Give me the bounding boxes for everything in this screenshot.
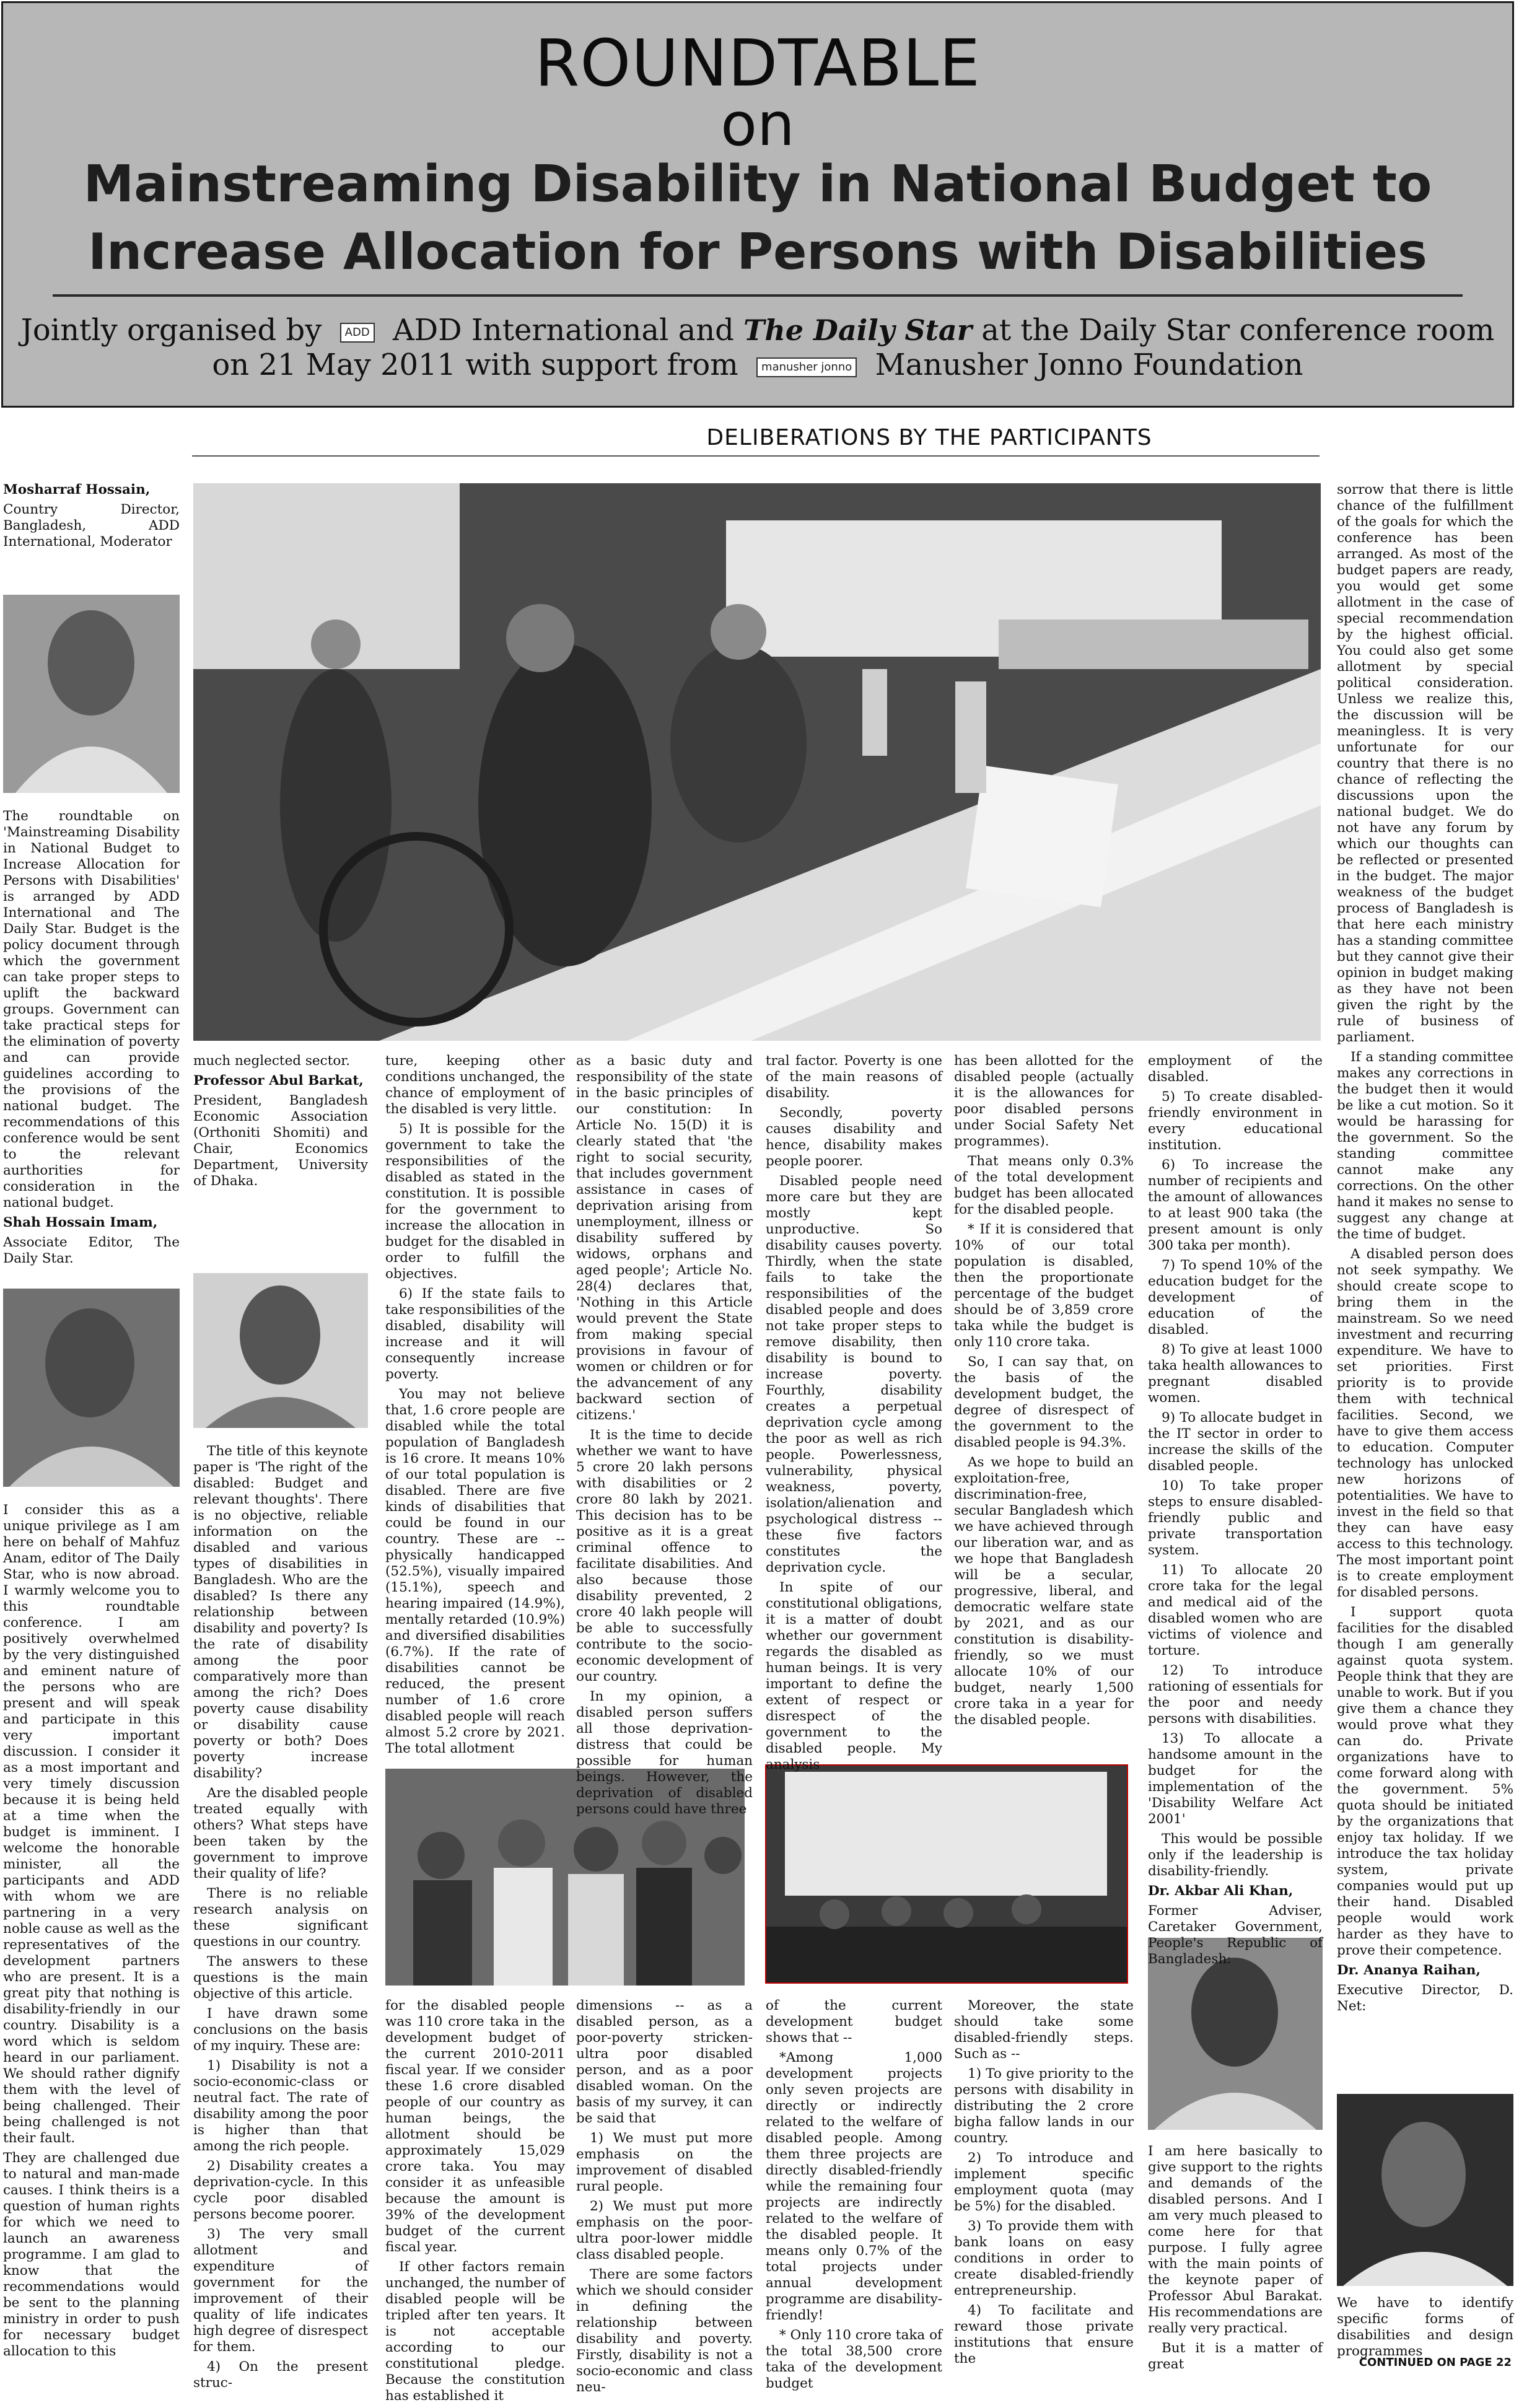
paragraph: It is the time to decide whether we want to have 5 crore 20 lakh persons with disabilities or 2 crore 80 lakh by 2021. This decision has to be positive as it is a great criminal offence to facilitate disabilities. And also because those disability prevented, 2 crore 40 lakh people will be able to successfully contribute to the socio-economic development of our country. [576,1427,753,1684]
paragraph: 11) To allocate 20 crore taka for the legal and medical aid of the disabled women who are victims of violence and torture. [1148,1562,1323,1658]
portrait-graphic [1337,2094,1513,2286]
column-8-bottom [1337,2295,1513,2363]
speaker-name: Dr. Akbar Ali Khan, [1148,1883,1294,1899]
column-8 [1337,482,1513,2021]
shah-hossain-imam-photo [3,1289,180,1487]
speaker-role: Country Director, Bangladesh, ADD International, Moderator [3,502,180,549]
column-7-top [1148,1053,1323,1974]
paragraph: Moreover, the state should take some disabled-friendly steps. Such as -- [954,1998,1134,2062]
panel-stage-photo [765,1764,1128,1984]
paragraph: 8) To give at least 1000 taka health allowances to pregnant disabled women. [1148,1342,1323,1406]
paragraph: Are the disabled people treated equally with others? What steps have been taken by the government to improve their quality of life? [193,1785,368,1881]
date-text: on 21 May 2011 with support from [212,348,738,382]
panel-scene-graphic [766,1766,1127,1982]
paragraph: Disabled people need more care but they are mostly kept unproductive. So disability causes poverty. Thirdly, when the state fails to take the responsibilities of the disabled people and does not take proper steps to remove disability, then disability is bound to increase poverty. Fourthly, disability creates a perpetual deprivation cycle among the poor as well as rich people. Powerlessness, vulnerability, physical weakness, poverty, isolation/alienation and psychological distress -- these five factors constitutes the deprivation cycle. [766,1173,942,1575]
column-1-body [3,808,180,1273]
column-5-bottom [766,1998,942,2396]
paragraph: In my opinion, a disabled person suffers all those deprivation-distress that could be possible for human beings. However, the deprivation of disabled persons could have three [576,1689,753,1817]
speaker-name: Shah Hossain Imam, [3,1215,158,1230]
paragraph: employment of the disabled. [1148,1053,1323,1085]
paragraph: much neglected sector. [193,1053,351,1069]
paragraph: * If it is considered that 10% of our total population is disabled, then the proportionate percentage of the budget should be of 3,859 crore taka while the budget is only 110 crore taka. [954,1222,1134,1350]
paragraph: 9) To allocate budget in the IT sector in order to increase the skills of the disabled people. [1148,1410,1323,1474]
paragraph: of the current development budget shows that -- [766,1998,942,2046]
paragraph: You may not believe that, 1.6 crore people are disabled while the total population of Bangladesh is 16 crore. It means 10% of our total population is disabled. There are five kinds of disabilities that could be found in our country. These are -- physically handicapped (52.5%), visually impaired (15.1%), speech and hearing impaired (14.9%), mentally retarded (10.9%) and diversified disabilities (6.7%). If the rate of disabilities cannot be reduced, the present number of 1.6 crore disabled people will reach almost 5.2 crore by 2021. The total allotment [385,1386,565,1756]
paragraph: That means only 0.3% of the total development budget has been allocated for the disabled people. [954,1154,1134,1217]
column-1 [3,482,180,556]
paragraph: 7) To spend 10% of the education budget for the development of education of the disabled. [1148,1258,1323,1338]
main-roundtable-photo [193,483,1321,1041]
speaker-role: Executive Director, D. Net: [1337,1982,1513,2014]
abul-barkat-photo [193,1273,368,1428]
column-5-top [766,1053,942,1777]
banner-title-roundtable: ROUNDTABLE [535,25,981,101]
continued-on-page-link[interactable]: CONTINUED ON PAGE 22 [1359,2356,1512,2369]
speaker-role: Former Adviser, Caretaker Government, People's Republic of Bangladesh: [1148,1903,1323,1967]
section-heading-rule [192,455,1320,457]
paragraph: 2) To introduce and implement specific employment quota (may be 5%) for the disabled. [954,2150,1134,2214]
section-heading: DELIBERATIONS BY THE PARTICIPANTS [706,425,1152,450]
paragraph: 12) To introduce rationing of essentials for the poor and needy persons with disabilities. [1148,1663,1323,1727]
paragraph: tral factor. Poverty is one of the main reasons of disability. [766,1053,942,1101]
column-6-bottom [954,1998,1134,2371]
portrait-graphic [193,1273,368,1428]
banner-title-line2: Increase Allocation for Persons with Disabilities [88,223,1427,281]
paragraph: 1) To give priority to the persons with disability in distributing the 2 crore bigha fallow lands in our country. [954,2066,1134,2146]
paragraph: * Only 110 crore taka of the total 38,500 crore taka of the development budget [766,2327,942,2391]
paragraph: I consider this as a unique privilege as I am here on behalf of Mahfuz Anam, editor of The Daily Star, who is now abroad. I warmly welcome you to this roundtable conference. I am positively overwhelmed by the very distinguished and eminent nature of the persons who are present and will speak and participate in this very important discussion. I consider it as a most important and very timely discussion because it is being held at a time when the budget is imminent. I welcome the honorable minister, all the participants and ADD with whom we are partnering in a very noble cause as well as the representatives of the development partners who are present. It is a great pity that nothing is disability-friendly in our country. Disability is a word which is seldom heard in our parliament. We should rather dignify them with the level of being challenged. Their being challenged is not their fault. [3,1502,180,2146]
organisers-text-c: at the Daily Star conference room [981,313,1495,348]
organisers-text-b: ADD International and [392,313,734,348]
paragraph: I support quota facilities for the disabled though I am generally against quota system. People think that they are unable to work. But if you give them a chance they would prove what they can do. Private organizations have to come forward along with the government. 5% quota should be initiated by the organizations that enjoy tax holiday. If we introduce the tax holiday system, private companies would put up their hand. Disabled people would work harder as they have to prove their competence. [1337,1605,1513,1958]
banner-date-line [3,348,1512,382]
supporter-text: Manusher Jonno Foundation [875,348,1303,382]
paragraph: 6) To increase the number of recipients and the amount of allowances to at least 900 taka (the present amount is only 300 taka per month). [1148,1157,1323,1253]
paragraph: They are challenged due to natural and man-made causes. I think theirs is a question of human rights for which we need to launch an awareness programme. I am glad to know that the recommendations would be sent to the planning ministry in order to push for necessary budget allocation to this [3,2150,180,2359]
paragraph: I am here basically to give support to the rights and demands of the disabled persons. And I am very much pleased to come here for that purpose. I fully agree with the main points of the keynote paper of Professor Abul Barakat. His recommendations are really very practical. [1148,2143,1323,2336]
paragraph: 5) It is possible for the government to take the responsibilities of the disabled as stated in the constitution. It is possible for the government to increase the allocation in budget for the disabled in order to fulfill the objectives. [385,1121,565,1282]
speaker-name: Mosharraf Hossain, [3,482,151,497]
moderator-portrait-photo [3,595,180,793]
banner-title-line1: Mainstreaming Disability in National Budget to [83,155,1432,214]
column-2-body [193,1443,368,2395]
column-6-top [954,1053,1134,1732]
paragraph: As we hope to build an exploitation-free, discrimination-free, secular Bangladesh which we have achieved through our liberation war, and as we hope that Bangladesh will be a secular, progressive, liberal, and democratic welfare state by 2021, and as our constitution is disability-friendly, so we must allocate 10% of our budget, nearly 1,500 crore taka in a year for the disabled people. [954,1455,1134,1728]
paragraph: ture, keeping other conditions unchanged, the chance of employment of the disabled is very little. [385,1053,565,1117]
paragraph: 4) To facilitate and reward those private institutions that ensure the [954,2303,1134,2366]
column-2-top [193,1053,368,1196]
speaker-role: President, Bangladesh Economic Association (Orthoniti Shomiti) and Chair, Economics Department, University of Dhaka. [193,1093,368,1189]
paragraph: Secondly, poverty causes disability and hence, disability makes people poorer. [766,1105,942,1169]
ananya-raihan-photo [1337,2094,1513,2286]
column-4-top [576,1053,753,1821]
paragraph: So, I can say that, on the basis of the development budget, the degree of disrespect of the government to the disabled people is 94.3%. [954,1354,1134,1450]
paragraph: I have drawn some conclusions on the basis of my inquiry. These are: [193,2006,368,2054]
paragraph: But it is a matter of great [1148,2340,1323,2372]
paragraph: 4) On the present struc- [193,2359,368,2391]
paragraph: We have to identify specific forms of disabilities and design programmes [1337,2295,1513,2359]
paragraph: sorrow that there is little chance of the fulfillment of the goals for which the conference has been arranged. As most of the budget papers are ready, you would get some allotment in the case of special recommendation by the highest official. You could also get some allotment by special political consideration. Unless we realize this, the discussion will be meaningless. It is very unfortunate for our country that there is no chance of reflecting the discussions upon the national budget. We do not have any forum by which our thoughts can be reflected or presented in the budget. The major weakness of the budget process of Bangladesh is that here each ministry has a standing committee but they cannot give their opinion in budget making as they have not been given the right by the rule of business of parliament. [1337,482,1513,1045]
paragraph: 2) Disability creates a deprivation-cycle. In this cycle poor disabled persons become poorer. [193,2158,368,2222]
paragraph: A disabled person does not seek sympathy. We should create scope to bring them in the mainstream. So we need investment and recurring expenditure. We have to set priorities. First priority is to provide them with technical facilities. Second, we have to give them access to education. Computer technology has unlocked new horizons of potentialities. We have to invest in the field so that they can have easy access to this technology. The most important point is to create employment for disabled persons. [1337,1246,1513,1600]
roundtable-scene-graphic [193,483,1321,1041]
paragraph: *Among 1,000 development projects only seven projects are directly or indirectly related to the welfare of disabled people. Among them three projects are directly disabled-friendly while the remaining four projects are indirectly related to the welfare of the disabled people. It means only 0.7% of the total projects under annual development programme are disability-friendly! [766,2050,942,2323]
header-banner [1,1,1514,408]
paragraph: dimensions -- as a disabled person, as a poor-poverty stricken-ultra poor disabled person, and as a poor disabled woman. On the basis of my survey, it can be said that [576,1998,753,2126]
paragraph: as a basic duty and responsibility of the state in the basic principles of our constitution: In Article No. 15(D) it is clearly stated that 'the right to social security, that includes government assistance in cases of deprivation arising from unemployment, illness or disability suffered by widows, orphans and aged people'; Article No. 28(4) declares that, 'Nothing in this Article would prevent the State from making special provisions in favour of women or children or for the advancement of any backward section of citizens.' [576,1053,753,1423]
paragraph: 6) If the state fails to take responsibilities of the disabled, disability will increase and it will consequently increase poverty. [385,1286,565,1382]
paragraph: The answers to these questions is the main objective of this article. [193,1954,368,2002]
banner-divider [53,294,1463,297]
organisers-text-a: Jointly organised by [20,313,322,348]
banner-title-on: on [720,90,795,159]
manusher-jonno-logo: manusher jonno [756,357,857,377]
paragraph: The roundtable on 'Mainstreaming Disability in National Budget to Increase Allocation for Persons with Disabilities' is arranged by ADD International and The Daily Star. Budget is the policy document through which the government can take proper steps to uplift the backward groups. Government can take practical steps for the elimination of poverty and can provide guidelines according to the provisions of the national budget. The recommendations of this conference would be sent to the relevant aurthorities for consideration in the national budget. [3,808,180,1211]
paragraph: 3) To provide them with bank loans on easy conditions in order to create disabled-friendly entrepreneurship. [954,2218,1134,2298]
column-4-bottom [576,1998,753,2399]
daily-star-logo: The Daily Star [743,313,972,347]
add-international-logo: ADD [340,323,375,343]
speaker-name: Professor Abul Barkat, [193,1073,364,1088]
paragraph: 3) The very small allotment and expenditure of government for the improvement of their quality of life indicates high degree of disrespect for them. [193,2226,368,2355]
paragraph: has been allotted for the disabled people (actually it is the allowances for poor disabled persons under Social Safety Net programmes). [954,1053,1134,1149]
paragraph: 13) To allocate a handsome amount in the budget for the implementation of the 'Disability Welfare Act 2001' [1148,1731,1323,1827]
speaker-role: Associate Editor, The Daily Star. [3,1235,180,1266]
portrait-graphic [3,595,180,793]
speaker-name: Dr. Ananya Raihan, [1337,1963,1481,1978]
paragraph: 2) We must put more emphasis on the poor-ultra poor-lower middle class disabled people. [576,2199,753,2262]
paragraph: The title of this keynote paper is 'The right of the disabled: Budget and relevant thoughts'. There is no objective, reliable information on the disabled and various types of disabilities in Bangladesh. Who are the disabled? Is there any relationship between disability and poverty? Is the rate of disability among the poor comparatively more than among the rich? Does poverty cause disability or disability cause poverty or both? Does poverty increase disability? [193,1443,368,1781]
column-3-top [385,1053,565,1761]
portrait-graphic [3,1289,180,1487]
paragraph: 10) To take proper steps to ensure disabled-friendly public and private transportation system. [1148,1478,1323,1558]
paragraph: This would be possible only if the leadership is disability-friendly. [1148,1831,1323,1879]
banner-organisers-line [3,313,1512,348]
paragraph: 5) To create disabled-friendly environment in every educational institution. [1148,1089,1323,1153]
paragraph: If other factors remain unchanged, the number of disabled people will be tripled after ten years. It is not acceptable according to our constitutional pledge. Because the constitution has established it [385,2259,565,2404]
paragraph: If a standing committee makes any corrections in the budget then it would be like a cut motion. So it would be harassing for the government. So the standing committee cannot make any corrections. On the other hand it makes no sense to suggest any change at the time of budget. [1337,1049,1513,1242]
paragraph: 1) Disability is not a socio-economic-class or neutral fact. The rate of disability among the poor is higher than that among the rich people. [193,2058,368,2154]
column-3-bottom [385,1998,565,2408]
paragraph: There is no reliable research analysis on these significant questions in our country. [193,1886,368,1950]
paragraph: In spite of our constitutional obligations, it is a matter of doubt whether our government regards the disabled as human beings. It is very important to define the extent of respect or disrespect of the government to the disabled people. My analysis [766,1580,942,1772]
column-7-bottom [1148,2143,1323,2376]
paragraph: There are some factors which we should consider in defining the relationship between disability and poverty. Firstly, disability is not a socio-economic and class neu- [576,2267,753,2395]
column-1-lower [3,1502,180,2363]
paragraph: 1) We must put more emphasis on the improvement of disabled rural people. [576,2130,753,2194]
paragraph: for the disabled people was 110 crore taka in the development budget of the current 2010-2011 fiscal year. If we consider these 1.6 crore disabled people of our country as human beings, the allotment should be approximately 15,029 crore taka. You may consider it as unfeasible because the amount is 39% of the development budget of the current fiscal year. [385,1998,565,2255]
